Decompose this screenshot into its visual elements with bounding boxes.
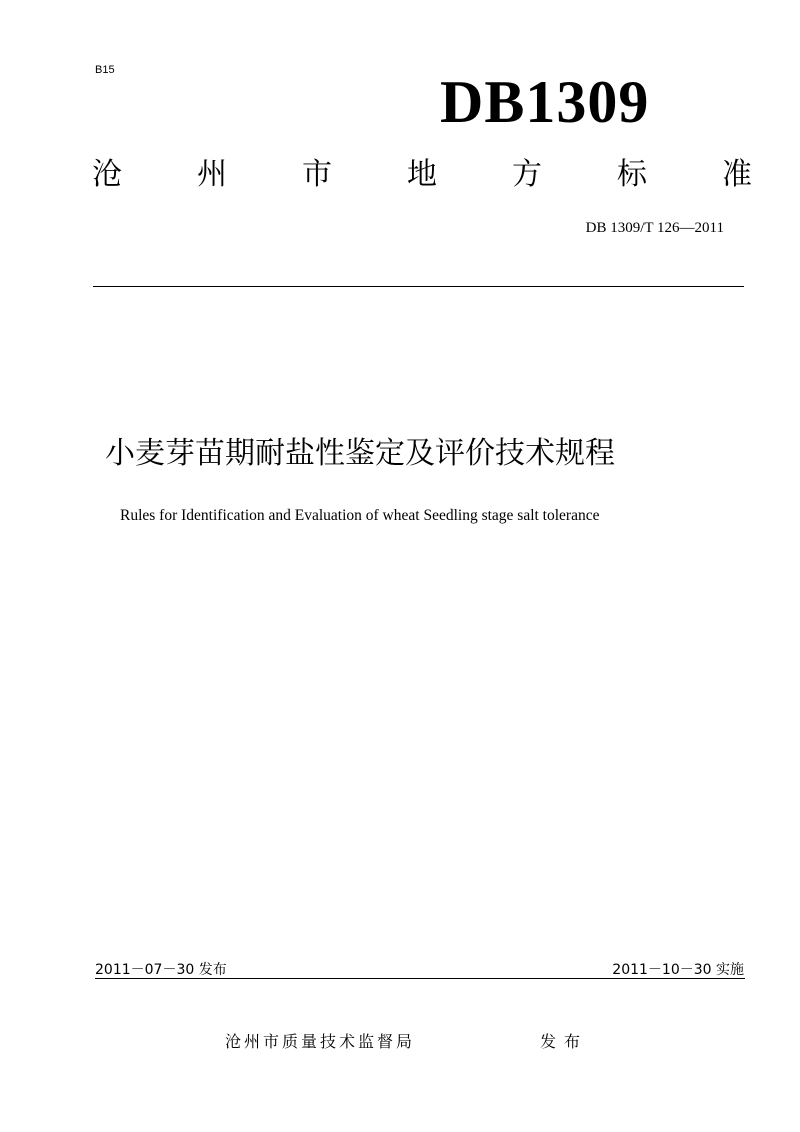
classification-code: B15 (95, 64, 115, 76)
document-title-english: Rules for Identification and Evaluation of wheat Seedling stage salt tolerance (120, 507, 600, 524)
publisher-name: 沧州市质量技术监督局 (225, 1032, 416, 1051)
standard-type-char: 标 (617, 157, 647, 192)
publish-label: 发布 (540, 1032, 589, 1051)
header-divider (93, 286, 744, 287)
standard-type-char: 准 (722, 157, 752, 192)
implementation-date: 2011－10－30 实施 (612, 962, 744, 978)
standard-type-char: 市 (302, 157, 332, 192)
db-code: DB1309 (440, 69, 650, 135)
standard-number: DB 1309/T 126—2011 (585, 220, 724, 236)
document-title-chinese: 小麦芽苗期耐盐性鉴定及评价技术规程 (105, 436, 615, 471)
standard-type-char: 地 (407, 157, 437, 192)
standard-type-heading (92, 155, 752, 195)
standard-type-char: 州 (197, 157, 227, 192)
standard-type-char: 方 (512, 157, 542, 192)
issue-date: 2011－07－30 发布 (95, 962, 227, 978)
date-divider (95, 978, 745, 979)
standard-type-char: 沧 (92, 157, 122, 192)
